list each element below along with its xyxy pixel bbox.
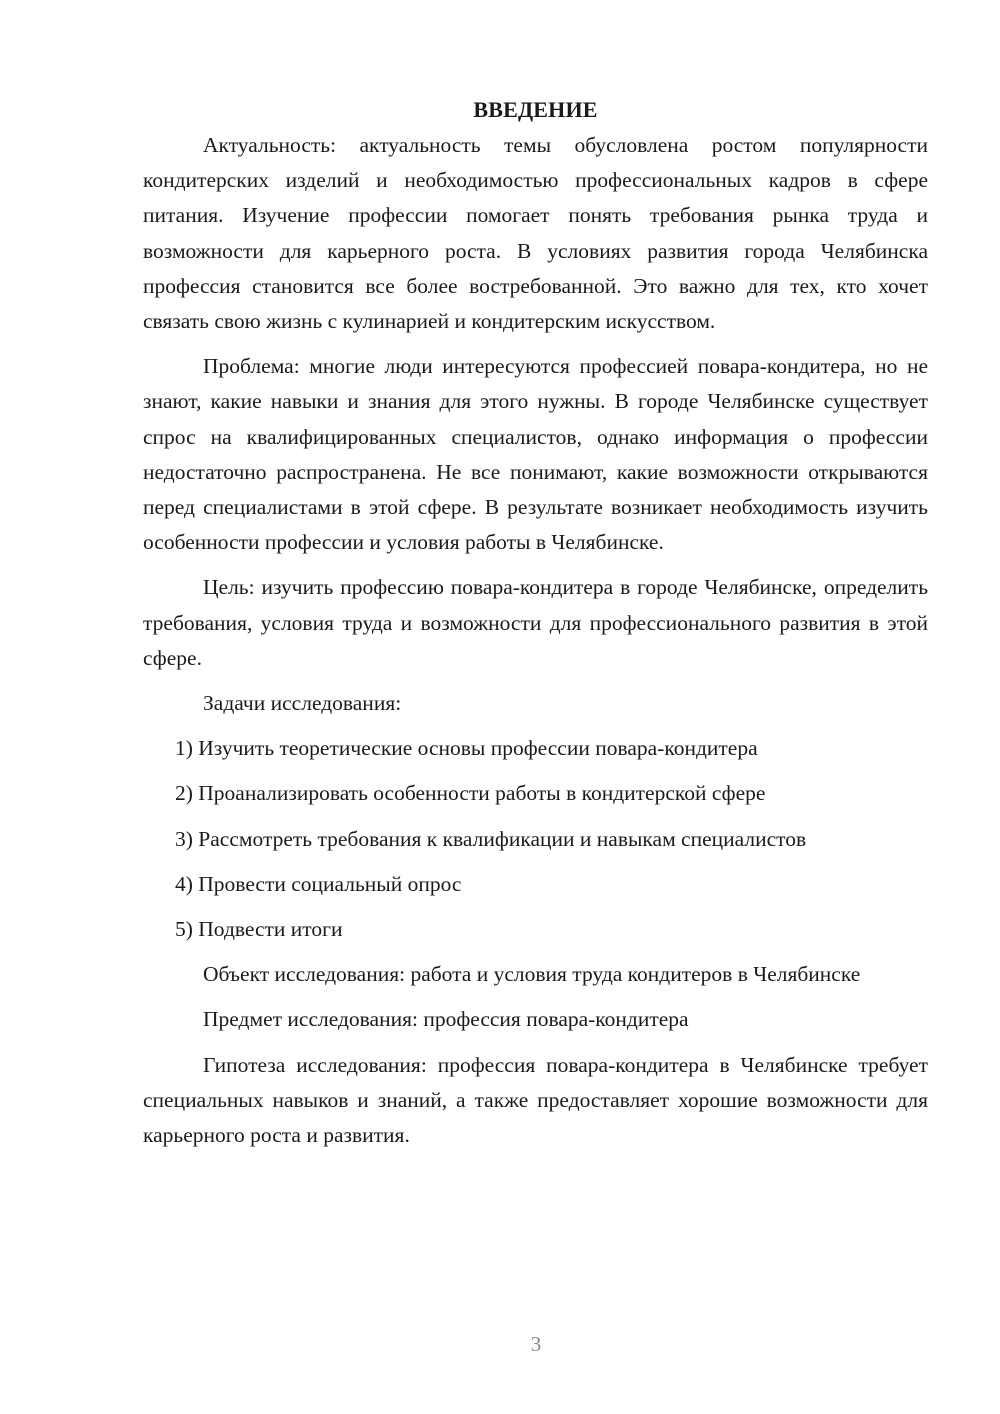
task-item: 4) Провести социальный опрос — [175, 871, 462, 896]
subject-paragraph: Предмет исследования: профессия повара-кондитера — [203, 1007, 689, 1032]
goal-paragraph: Цель: изучить профессию повара-кондитера в городе Челябинске, определить требования, условия труда и возможности для профессионального развития в этой сфере. — [143, 575, 928, 670]
problem-paragraph: Проблема: многие люди интересуются профессией повара-кондитера, но не знают, какие навыки и знания для этого нужны. В городе Челябинске существует спрос на квалифицированных специалистов, однако информация о профессии недостаточно распространена. Не все понимают, какие возможности открываются перед специалистами в этой сфере. В результате возникает необходимость изучить особенности профессии и условия работы в Челябинске. — [143, 354, 928, 555]
object-paragraph: Объект исследования: работа и условия труда кондитеров в Челябинске — [203, 962, 861, 987]
tasks-list — [143, 731, 928, 947]
page-number: 3 — [530, 1332, 542, 1356]
task-item: 2) Проанализировать особенности работы в кондитерской сфере — [175, 781, 766, 806]
document-page — [143, 94, 928, 1163]
hypothesis-paragraph: Гипотеза исследования: профессия повара-кондитера в Челябинске требует специальных навыков и знаний, а также предоставляет хорошие возможности для карьерного роста и развития. — [143, 1052, 928, 1148]
task-item: 5) Подвести итоги — [175, 917, 343, 942]
task-item: 3) Рассмотреть требования к квалификации и навыкам специалистов — [175, 826, 807, 851]
page-title: ВВЕДЕНИЕ — [473, 97, 598, 122]
task-item: 1) Изучить теоретические основы профессии повара-кондитера — [175, 736, 758, 761]
relevance-paragraph: Актуальность: актуальность темы обусловлена ростом популярности кондитерских изделий и необходимостью профессиональных кадров в сфере питания. Изучение профессии помогает понять требования рынка труда и возможности для карьерного роста. В условиях развития города Челябинска профессия становится все более востребованной. Это важно для тех, кто хочет связать свою жизнь с кулинарией и кондитерским искусством. — [143, 133, 928, 334]
tasks-heading: Задачи исследования: — [203, 691, 402, 716]
